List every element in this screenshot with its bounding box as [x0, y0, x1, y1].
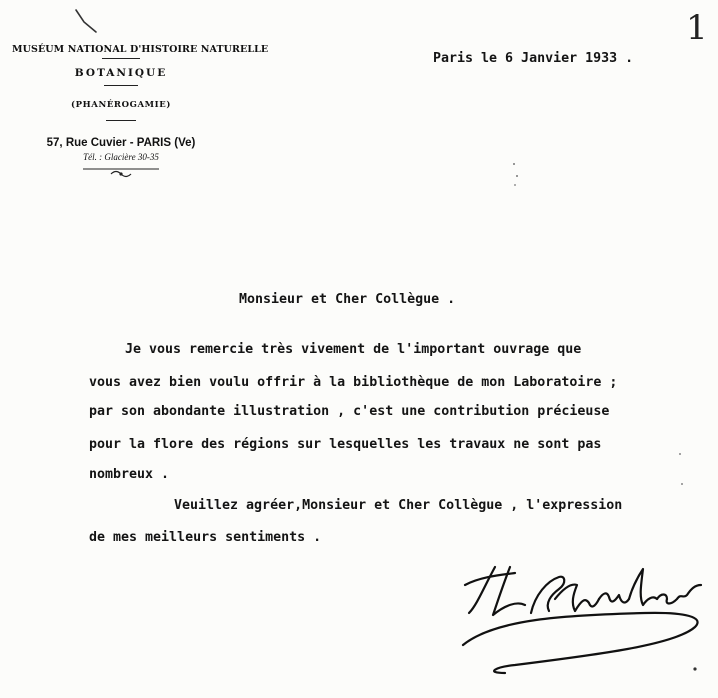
body-line: nombreux . [89, 467, 170, 482]
body-line: vous avez bien voulu offrir à la bibliothèque de mon Laboratoire ; [89, 375, 618, 390]
letter-date: Paris le 6 Janvier 1933 . [433, 51, 634, 66]
body-line: Je vous remercie très vivement de l'important ouvrage que [125, 342, 582, 357]
handwritten-signature [455, 555, 710, 690]
body-line: pour la flore des régions sur lesquelles les travaux ne sont pas [89, 437, 602, 452]
letterhead-section: (PHANÉROGAMIE) [71, 100, 171, 110]
letterhead-rule [106, 120, 136, 121]
letterhead-rule [104, 85, 138, 86]
ornament-icon [81, 165, 161, 179]
letterhead-rule [102, 58, 140, 59]
page-number: 1 [686, 8, 708, 48]
body-line: par son abondante illustration , c'est une contribution précieuse [89, 404, 610, 419]
letterhead-phone: Tél. : Glacière 30-35 [83, 152, 159, 162]
closing-line: Veuillez agréer,Monsieur et Cher Collègue , l'expression [174, 498, 623, 513]
letterhead-institution: MUSÉUM NATIONAL D'HISTOIRE NATURELLE [12, 44, 269, 55]
speck-mark [676, 450, 686, 490]
letterhead-department: BOTANIQUE [74, 67, 168, 79]
letter-salutation: Monsieur et Cher Collègue . [239, 292, 456, 307]
pencil-mark [72, 6, 102, 36]
letterhead-address: 57, Rue Cuvier - PARIS (Ve) [46, 137, 196, 149]
closing-line: de mes meilleurs sentiments . [89, 530, 322, 545]
speck-mark [510, 160, 522, 190]
letterhead [12, 44, 269, 183]
